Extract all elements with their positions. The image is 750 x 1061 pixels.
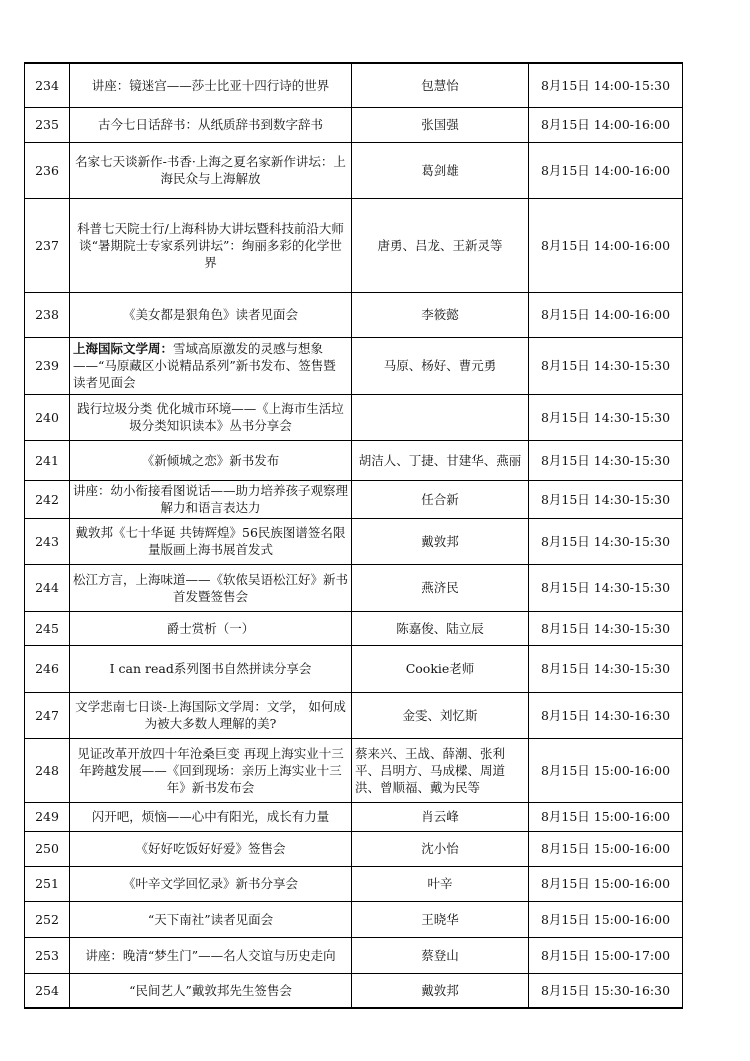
event-time: 8月15日 14:30-15:30 [529,518,683,564]
table-row [25,337,683,394]
event-speaker: 陈嘉俊、陆立辰 [352,611,529,645]
event-speaker: 王晓华 [352,901,529,937]
event-time: 8月15日 14:30-15:30 [529,337,683,394]
event-title: 见证改革开放四十年沧桑巨变 再现上海实业十三年跨越发展——《回到现场：亲历上海实业十三年》新书发布会 [70,738,352,802]
event-title: 戴敦邦《七十华诞 共铸辉煌》56民族图谱签名限量版画上海书展首发式 [70,518,352,564]
event-speaker: 唐勇、吕龙、王新灵等 [352,198,529,292]
event-title: 爵士赏析（一） [70,611,352,645]
row-number: 249 [25,802,70,831]
event-title-rest: 雪域高原激发的灵感与想象——“马原藏区小说精品系列”新书发布、签售暨读者见面会 [73,341,336,390]
event-title: I can read系列图书自然拼读分享会 [70,645,352,692]
event-time: 8月15日 15:00-16:00 [529,831,683,866]
row-number: 247 [25,692,70,738]
row-number: 244 [25,564,70,611]
event-title: 《好好吃饭好好爱》签售会 [70,831,352,866]
table-row [25,866,683,901]
row-number: 251 [25,866,70,901]
table-row [25,518,683,564]
event-time: 8月15日 14:30-16:30 [529,692,683,738]
table-row [25,738,683,802]
event-speaker: 戴敦邦 [352,973,529,1008]
event-speaker: 包慧怡 [352,63,529,107]
row-number: 237 [25,198,70,292]
event-time: 8月15日 15:30-16:30 [529,973,683,1008]
table-row [25,973,683,1008]
event-time: 8月15日 14:00-15:30 [529,63,683,107]
event-speaker: 胡洁人、丁捷、甘建华、燕丽 [352,440,529,480]
event-title: 《美女都是狠角色》读者见面会 [70,292,352,337]
event-time: 8月15日 14:30-15:30 [529,611,683,645]
event-speaker: 肖云峰 [352,802,529,831]
row-number: 250 [25,831,70,866]
event-title: “天下南社”读者见面会 [70,901,352,937]
row-number: 245 [25,611,70,645]
table-row [25,394,683,440]
event-time: 8月15日 15:00-16:00 [529,802,683,831]
table-row [25,692,683,738]
event-time: 8月15日 15:00-17:00 [529,937,683,973]
row-number: 242 [25,480,70,518]
table-row [25,901,683,937]
event-title: 科普七天院士行/上海科协大讲坛暨科技前沿大师谈“暑期院士专家系列讲坛”：绚丽多彩的化学世界 [70,198,352,292]
event-schedule-table [24,62,683,1009]
table-row [25,645,683,692]
event-speaker: 蔡来兴、王战、薛潮、张利平、吕明方、马成樑、周道洪、曾顺福、戴为民等 [352,738,529,802]
table-row [25,107,683,142]
event-speaker: 任合新 [352,480,529,518]
event-time: 8月15日 14:30-15:30 [529,440,683,480]
event-time: 8月15日 14:30-15:30 [529,394,683,440]
event-time: 8月15日 15:00-16:00 [529,866,683,901]
table-row [25,198,683,292]
event-time: 8月15日 14:30-15:30 [529,564,683,611]
event-speaker [352,394,529,440]
event-title: “民间艺人”戴敦邦先生签售会 [70,973,352,1008]
table-row [25,440,683,480]
event-title: 文学悲南七日谈-上海国际文学周：文学， 如何成为被大多数人理解的美? [70,692,352,738]
event-time: 8月15日 14:30-15:30 [529,480,683,518]
event-title: 《叶辛文学回忆录》新书分享会 [70,866,352,901]
table-row [25,63,683,107]
row-number: 235 [25,107,70,142]
table-row [25,937,683,973]
event-title: 古今七日话辞书：从纸质辞书到数字辞书 [70,107,352,142]
event-time: 8月15日 15:00-16:00 [529,738,683,802]
event-title: 松江方言，上海味道——《软侬吴语松江好》新书首发暨签售会 [70,564,352,611]
event-speaker: 葛剑雄 [352,142,529,198]
event-speaker: 金雯、刘忆斯 [352,692,529,738]
row-number: 234 [25,63,70,107]
row-number: 246 [25,645,70,692]
event-time: 8月15日 14:00-16:00 [529,292,683,337]
table-row [25,802,683,831]
event-time: 8月15日 14:00-16:00 [529,142,683,198]
row-number: 239 [25,337,70,394]
event-speaker: 戴敦邦 [352,518,529,564]
event-title: 践行垃圾分类 优化城市环境——《上海市生活垃圾分类知识读本》丛书分享会 [70,394,352,440]
row-number: 254 [25,973,70,1008]
row-number: 240 [25,394,70,440]
table-row [25,292,683,337]
event-title-prefix: 上海国际文学周： [73,341,174,356]
event-speaker: 蔡登山 [352,937,529,973]
event-speaker: 马原、杨好、曹元勇 [352,337,529,394]
event-title: 讲座：镜迷宫——莎士比亚十四行诗的世界 [70,63,352,107]
event-speaker: 李筱懿 [352,292,529,337]
event-speaker: 张国强 [352,107,529,142]
row-number: 241 [25,440,70,480]
event-title: 讲座：幼小衔接看图说话——助力培养孩子观察理解力和语言表达力 [70,480,352,518]
event-speaker: Cookie老师 [352,645,529,692]
event-time: 8月15日 14:00-16:00 [529,198,683,292]
event-time: 8月15日 14:30-15:30 [529,645,683,692]
row-number: 248 [25,738,70,802]
event-time: 8月15日 14:00-16:00 [529,107,683,142]
event-title: 讲座：晚清“梦生门”——名人交谊与历史走向 [70,937,352,973]
event-time: 8月15日 15:00-16:00 [529,901,683,937]
table-row [25,480,683,518]
event-schedule-body [25,63,683,1008]
event-title: 名家七天谈新作-书香·上海之夏名家新作讲坛：上海民众与上海解放 [70,142,352,198]
table-row [25,142,683,198]
row-number: 253 [25,937,70,973]
event-speaker: 燕济民 [352,564,529,611]
event-title: 《新倾城之恋》新书发布 [70,440,352,480]
event-title [70,337,352,394]
row-number: 238 [25,292,70,337]
event-speaker: 沈小怡 [352,831,529,866]
row-number: 252 [25,901,70,937]
table-row [25,831,683,866]
row-number: 243 [25,518,70,564]
table-row [25,564,683,611]
row-number: 236 [25,142,70,198]
event-title: 闪开吧，烦恼——心中有阳光，成长有力量 [70,802,352,831]
table-row [25,611,683,645]
event-speaker: 叶辛 [352,866,529,901]
